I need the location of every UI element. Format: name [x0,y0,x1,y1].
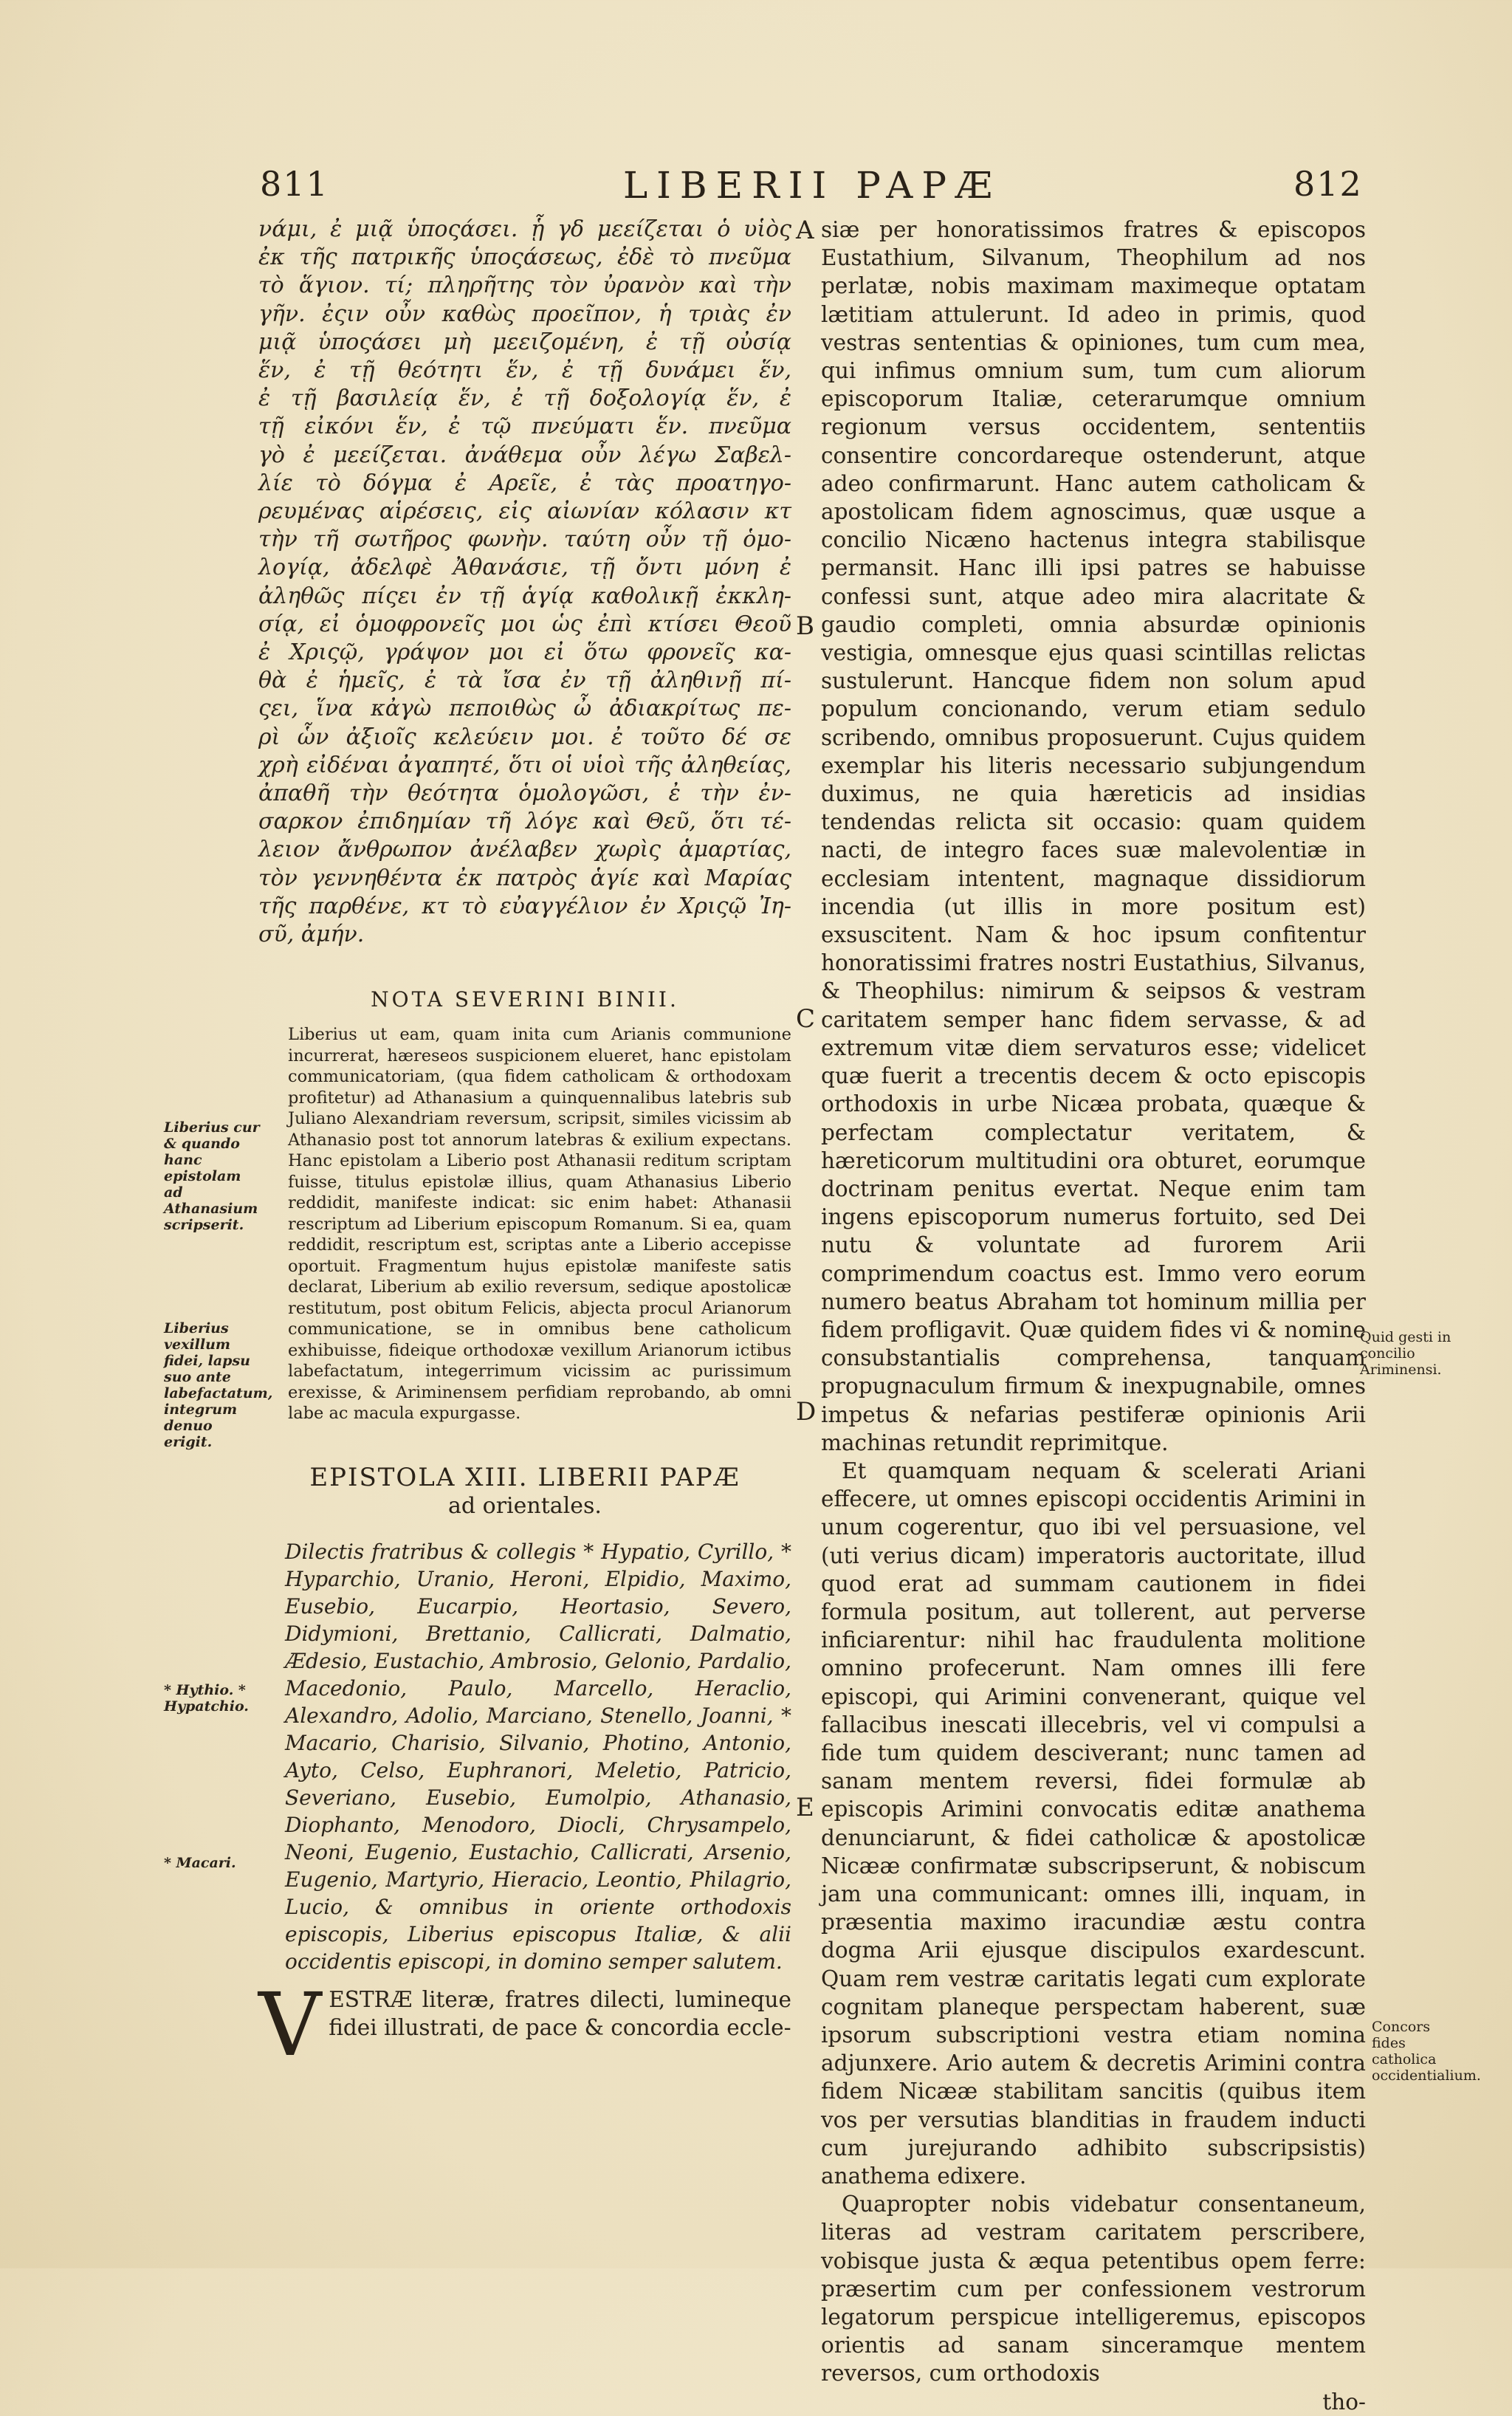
paragraph: siæ per honoratissimos fratres & episcopos Eustathium, Silvanum, Theophilum ad nos perlatæ, nobis maximam maximeque optatam lætitiam attulerunt. Id adeo in primis, quod vestras sententias & opiniones, tum cum mea, qui infimus omnium sum, tum cum aliorum episcoporum Italiæ, ceterarumque omnium regionum versus occidentem, sententiis consentire concordareque ostenderunt, atque adeo confirmarunt. Hanc autem catholicam & apostolicam fidem agnoscimus, quæ usque a concilio Nicæno hactenus integra stabilisque permansit. Hanc illi ipsi patres se habuisse confessi sunt, atque adeo mira alacritate & gaudio completi, omnia absurdæ opinionis vestigia, omnesque ejus quasi scintillas relictas sustulerunt. Hancque fidem non solum apud populum concionando, verum etiam sedulo scribendo, omnibus proposuerunt. Cujus quidem exemplar his literis necessario subjungendum duximus, ne quia hæreticis ad insidias tendendas relicta sit occasio: quam quidem nacti, de integro faces suæ malevolentiæ in ecclesiam intentent, magnaque dissidiorum incendia (ut illis in more positum est) exsuscitent. Nam & hoc ipsum confitentur honoratissimi fratres nostri Eustathius, Silvanus, & Theophilus: nimirum & seipsos & vestram caritatem semper hanc fidem servasse, & ad extremum vitæ diem servaturos esse; videlicet quæ fuerit a trecentis decem & octo episcopis orthodoxis in urbe Nicæa probata, quæque & perfectam complectatur veritatem, & hæreticorum multitudini ora obturet, eorumque doctrinam penitus evertat. Neque enim tam ingens episcoporum numerus fortuito, sed Dei nutu & voluntate ad furorem Arii comprimendum coactus est. Immo vero eorum numero beatus Abraham tot hominum millia per fidem profligavit. Quæ quidem fides vi & nomine consubstantialis comprehensa, tanquam propugnaculum firmum & inexpugnabile, omnes impetus & nefarias pestiferæ opinionis Arii machinas retundit reprimitque. [821,217,1366,1455]
greek-line: θὰ ἐ ἡμεῖς, ἐ τὰ ἴσα ἐν τῇ ἀληθινῇ πί- [258,668,791,694]
greek-line: τὸν γεννηθέντα ἐκ πατρὸς ἁγίε καὶ Μαρίας [258,865,791,891]
margin-note-concors: Concors fides catholica occidentialium. [1372,2019,1481,2084]
epistle-subheading: ad orientales. [448,1492,602,1519]
section-letter-c: C [796,1004,816,1034]
nota-heading: NOTA SEVERINI BINII. [371,987,679,1012]
section-letter-b: B [796,611,814,641]
greek-line: ἐ Χριςῷ, γράψον μοι εἰ ὅτω φρονεῖς κα- [258,639,791,666]
greek-line: λογίᾳ, ἀδελφὲ Ἀθανάσιε, τῇ ὄντι μόνη ἐ [258,555,791,581]
greek-line: χρὴ εἰδέναι ἀγαπητέ, ὅτι οἱ υἱοὶ τῆς ἀληθείας, [258,752,791,778]
greek-line: γὸ ἐ μεείζεται. ἀνάθεμα οὖν λέγω Σαβελ- [258,442,791,468]
greek-line: ςει, ἵνα κἀγὼ πεποιθὼς ὦ ἀδιακρίτως πε- [258,696,791,722]
greek-line: τῆς παρθένε, κτ τὸ εὐαγγέλιον ἐν Χριςῷ Ἰη- [258,893,791,919]
epistle-heading: EPISTOLA XIII. LIBERII PAPÆ [309,1462,740,1492]
right-column [821,216,1366,2416]
epistle-greeting: Dilectis fratribus & collegis * Hypatio, Cyrillo, * Hyparchio, Uranio, Heroni, Elpidio, Maximo, Eusebio, Eucarpio, Heortasio, Severo, Didymioni, Brettanio, Callicrati, Dalmatio, Ædesio, Eustachio, Ambrosio, Gelonio, Pardalio, Macedonio, Paulo, Marcello, Heraclio, Alexandro, Adolio, Marciano, Stenello, Joanni, * Macario, Charisio, Silvanio, Photino, Antonio, Ayto, Celso, Euphranori, Meletio, Patricio, Severiano, Eusebio, Eumolpio, Athanasio, Diophanto, Menodoro, Diocli, Chrysampelo, Neoni, Eugenio, Eustachio, Callicrati, Arsenio, Eugenio, Martyrio, Hieracio, Leontio, Philagrio, Lucio, & omnibus in oriente orthodoxis episcopis, Liberius episcopus Italiæ, & alii occidentis episcopi, in domino semper salutem. [285,1540,791,1974]
greek-line: ἐ τῇ βασιλείᾳ ἕν, ἐ τῇ δοξολογίᾳ ἕν, ἐ [258,385,791,412]
section-letter-e: E [796,1793,814,1822]
greek-line: λίε τὸ δόγμα ἐ Αρεῖε, ἐ τὰς προατηγο- [258,470,791,496]
opening-text: ESTRÆ literæ, fratres dilecti, lumineque fidei illustrati, de pace & concordia eccle- [329,1987,791,2041]
left-column [258,216,791,2076]
greek-line: τὴν τῆ σωτῆρος φωνὴν. ταύτη οὖν τῇ ὁμο- [258,526,791,553]
epistle-opening [258,1974,791,2076]
greek-line: λειον ἄνθρωπον ἀνέλαβεν χωρὶς ἁμαρτίας, [258,837,791,863]
page-number-right: 812 [1293,164,1363,204]
greek-line: τῇ εἰκόνι ἕν, ἐ τῷ πνεύματι ἕν. πνεῦμα [258,413,791,440]
greek-line: σαρκον ἐπιδημίαν τῆ λόγε καὶ Θεῦ, ὅτι τέ- [258,809,791,835]
catchword: tho- [1322,2389,1366,2415]
greek-line: τὸ ἅγιον. τί; πληρῆτης τὸν ὐρανὸν καὶ τὴν [258,272,791,299]
greek-line: σῦ, ἀμήν. [258,922,365,948]
drop-cap: V [258,1974,322,2076]
paragraph: Et quamquam nequam & scelerati Ariani effecere, ut omnes episcopi occidentis Arimini in unum cogerentur, quo ibi vel persuasione, vel (uti verius dicam) imperatoris auctoritate, illud quod erat ad summam cautionem in fidei formula positum, aut tollerent, aut perverse inficiarentur: nihil hac fraudulenta molitione omnino profecerunt. Nam omnes illi fere episcopi, qui Arimini convenerant, quique vel fallacibus inescati illecebris, vel vi compulsi a fide tum quidem desciverant; nunc tamen ad sanam mentem reversi, fidei formulæ ab episcopis Arimini convocatis editæ anathema denunciarunt, & fidei catholicæ & apostolicæ Nicææ confirmatæ subscripserunt, & nobiscum jam una communicant: omnes illi, inquam, in præsentia maximo iracundiæ æstu contra dogma Arii ejusque discipulos exardescunt. Quam rem vestræ caritatis legati cum explorate cognitam planeque perspectam haberent, suæ ipsorum subscriptioni vestra etiam nomina adjunxere. Ario autem & decretis Arimini contra fidem Nicææ stabilitam sancitis (quibus item vos per versutias blanditias in fraudem inducti cum jurejurando adhibito subscripsistis) anathema edixere. [821,1458,1366,2189]
section-letter-d: D [796,1397,817,1427]
margin-note-liberius-vexillum: Liberius vexillum fidei, lapsu suo ante labefactatum, integrum denuo erigit. [164,1320,273,1450]
greek-line: σίᾳ, εἰ ὁμοφρονεῖς μοι ὡς ἐπὶ κτίσει Θεοῦ [258,611,791,637]
greek-line: ἐκ τῆς πατρικῆς ὑποςάσεως, ἐδὲ τὸ πνεῦμα [258,244,791,271]
paragraph: Quapropter nobis videbatur consentaneum, literas ad vestram caritatem perscribere, vobisque justa & æqua petentibus opem ferre: præsertim cum per confessionem vestrorum legatorum perspicue intelligeremus, episcopos orientis ad sanam sinceramque mentem reversos, cum orthodoxis [821,2192,1366,2386]
greek-line: ρὶ ὧν ἀξιοῖς κελεύειν μοι. ἐ τοῦτο δέ σε [258,724,791,750]
margin-note-hypatio: * Hythio. * Hypatchio. [164,1682,249,1715]
margin-note-quid-gesti: Quid gesti in concilio Ariminensi. [1360,1329,1451,1378]
running-title: LIBERII PAPÆ [622,164,1002,207]
greek-line: ἀληθῶς πίςει ἐν τῇ ἁγίᾳ καθολικῇ ἐκκλη- [258,583,791,609]
greek-line: ἕν, ἐ τῇ θεότητι ἕν, ἐ τῇ δυνάμει ἕν, [258,357,791,384]
greek-line: ἀπαθῆ τὴν θεότητα ὁμολογῶσι, ἐ τὴν ἐν- [258,780,791,807]
nota-body: Liberius ut eam, quam inita cum Arianis communione incurrerat, hæreseos suspicionem elueret, hanc epistolam communicatoriam, (qua fidem catholicam & orthodoxam profitetur) ad Athanasium a quinquennalibus latebris sub Juliano Alexandriam reversum, scripsit, similes vicissim ab Athanasio post tot annorum latebras & exilium expectans. Hanc epistolam a Liberio post Athanasii reditum scriptam fuisse, titulus epistolæ illius, quam Athanasius Liberio reddidit, manifeste indicat: sic enim habet: Athanasii rescriptum ad Liberium episcopum Romanum. Si ea, quam reddidit, rescriptum est, scriptas ante a Liberio accepisse oportuit. Fragmentum hujus epistolæ manifeste satis declarat, Liberium ab exilio reversum, sedique apostolicæ restitutum, post obitum Felicis, abjecta procul Arianorum communicatione, se in omnibus bene catholicum exhibuisse, fideique orthodoxæ vexillum Arianorum ictibus labefactatum, integerrimum vicissim ac purissimum erexisse, & Ariminensem perfidiam reprobando, ab omni labe ac macula expurgasse. [288,1025,791,1424]
greek-line: μιᾷ ὑποςάσει μὴ μεειζομένη, ἐ τῇ οὐσίᾳ [258,329,791,355]
greek-line: ρευμένας αἱρέσεις, εἰς αἰωνίαν κόλασιν κτ [258,498,791,525]
greek-line: γῆν. ἐςιν οὖν καθὼς προεῖπον, ἡ τριὰς ἐν [258,301,791,327]
greek-text [258,216,791,949]
margin-note-liberius-cur: Liberius cur & quando hanc epistolam ad Athanasium scripserit. [164,1119,260,1233]
greek-line: νάμι, ἐ μιᾷ ὑποςάσει. ᾗ γδ μεείζεται ὁ υἱὸς [258,216,791,242]
margin-note-macari: * Macari. [164,1855,236,1871]
page-number-left: 811 [260,164,329,204]
section-letter-a: A [796,216,814,245]
